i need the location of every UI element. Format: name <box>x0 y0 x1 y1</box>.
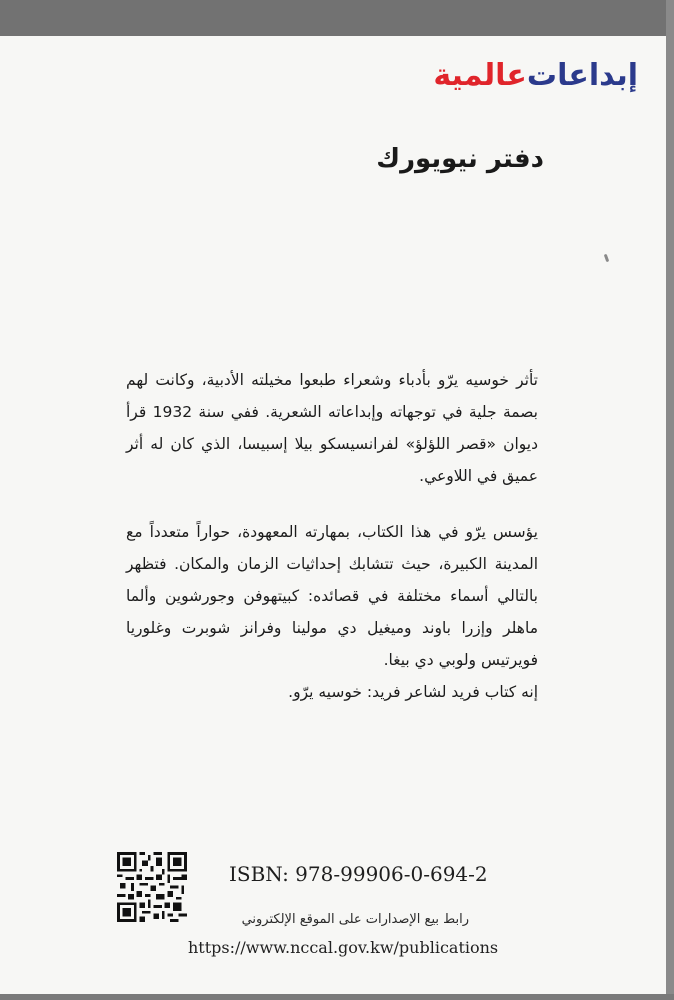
blurb-paragraph-2: يؤسس يرّو في هذا الكتاب، بمهارته المعهودة، حواراً متعدداً مع المدينة الكبيرة، حيث تتشابك إحداثيات الزمان والمكان. فتظهر بالتالي أسماء مختلفة في قصائده: كبيتهوفن وجورشوين وألما ماهلر وإزرا باوند وميغيل دي مولينا وفرانز شوبرت وغلوريا فويرتيس ولوبي دي بيغا. <box>126 523 538 669</box>
publications-url[interactable]: https://www.nccal.gov.kw/publications <box>188 938 499 957</box>
scan-right-border <box>666 0 674 1000</box>
scan-speck <box>604 254 610 263</box>
isbn-number: ISBN: 978-99906-0-694-2 <box>229 862 488 886</box>
publisher-logo-part1: إبداعات <box>526 58 638 93</box>
scan-bottom-border <box>0 994 674 1000</box>
publisher-logo <box>433 56 638 96</box>
back-cover <box>0 36 666 994</box>
blurb-paragraph-1: تأثر خوسيه يرّو بأدباء وشعراء طبعوا مخيلته الأدبية، وكانت لهم بصمة جلية في توجهاته وإبداعاته الشعرية. ففي سنة 1932 قرأ ديوان «قصر اللؤلؤ» لفرانسيسكو بيلا إسبيسا، الذي كان له أثر عميق في اللاوعي. <box>126 371 539 485</box>
publisher-logo-part2: عالمية <box>433 58 527 93</box>
qr-code-icon <box>117 852 187 922</box>
book-title: دفتر نيويورك <box>376 144 544 174</box>
blurb-closing-line: إنه كتاب فريد لشاعر فريد: خوسيه يرّو. <box>288 683 538 701</box>
publications-link-label: رابط بيع الإصدارات على الموقع الإلكتروني <box>241 912 469 927</box>
scan-top-border <box>0 0 674 36</box>
